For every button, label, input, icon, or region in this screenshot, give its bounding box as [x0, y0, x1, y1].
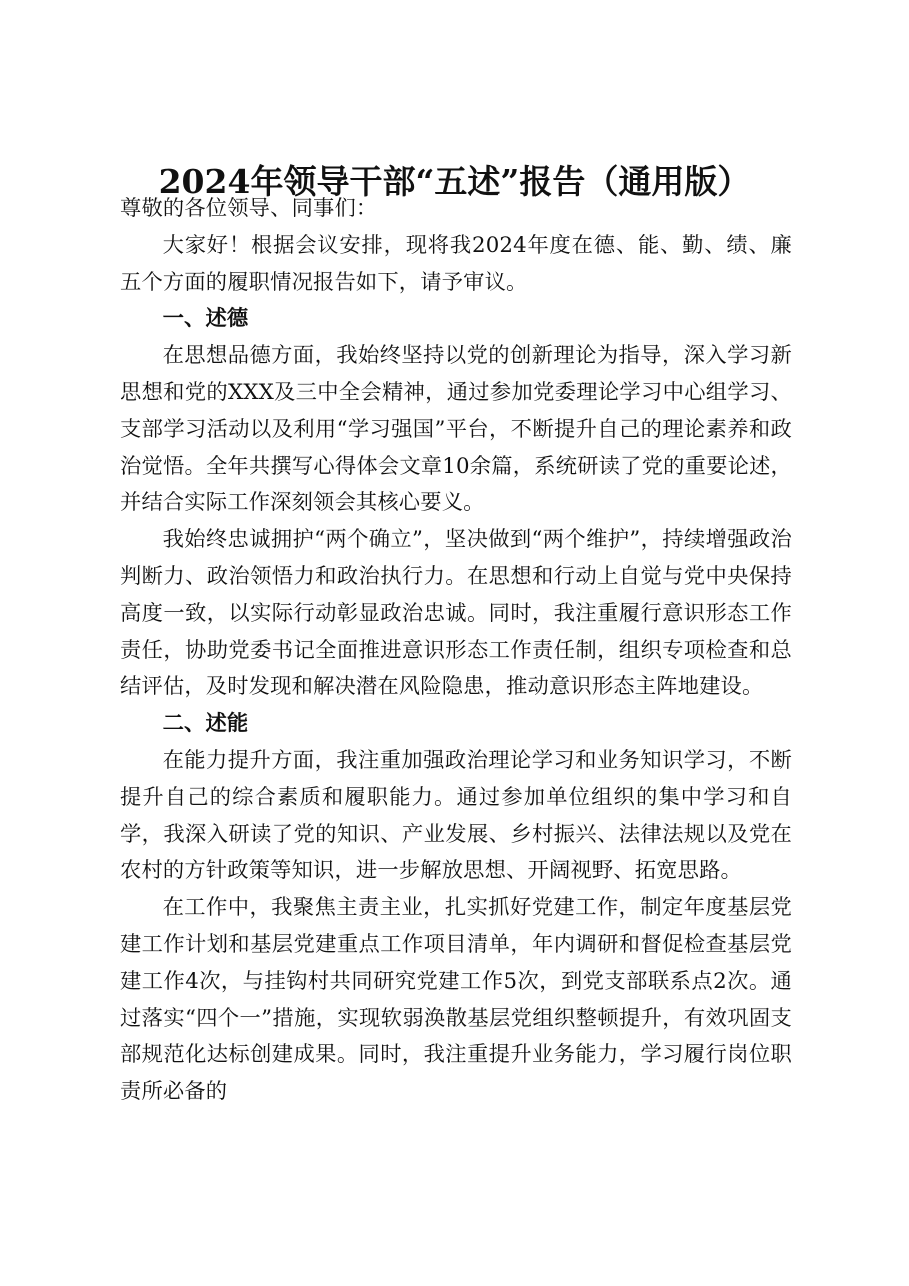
document-body	[120, 191, 792, 1111]
paragraph-opening: 大家好！根据会议安排，现将我2024年度在德、能、勤、绩、廉五个方面的履职情况报告如下，请予审议。	[120, 232, 792, 295]
paragraph-ability-1: 在能力提升方面，我注重加强政治理论学习和业务知识学习，不断提升自己的综合素质和履职能力。通过参加单位组织的集中学习和自学，我深入研读了党的知识、产业发展、乡村振兴、法律法规以及党在农村的方针政策等知识，进一步解放思想、开阔视野、拓宽思路。	[120, 747, 792, 884]
document-title: 2024年领导干部“五述”报告（通用版）	[158, 162, 751, 201]
paragraph-ability-2: 在工作中，我聚焦主责主业，扎实抓好党建工作，制定年度基层党建工作计划和基层党建重点工作项目清单，年内调研和督促检查基层党建工作4次，与挂钩村共同研究党建工作5次，到党支部联系点2次。通过落实“四个一”措施，实现软弱涣散基层党组织整顿提升，有效巩固支部规范化达标创建成果。同时，我注重提升业务能力，学习履行岗位职责所必备的	[120, 895, 792, 1105]
section-heading-ability: 二、述能	[162, 711, 249, 737]
salutation: 尊敬的各位领导、同事们：	[120, 196, 378, 221]
section-heading-morality: 一、述德	[162, 306, 249, 332]
paragraph-morality-1: 在思想品德方面，我始终坚持以党的创新理论为指导，深入学习新思想和党的XXX及三中全会精神，通过参加党委理论学习中心组学习、支部学习活动以及利用“学习强国”平台，不断提升自己的理论素养和政治觉悟。全年共撰写心得体会文章10余篇，系统研读了党的重要论述，并结合实际工作深刻领会其核心要义。	[120, 343, 792, 516]
paragraph-morality-2: 我始终忠诚拥护“两个确立”，坚决做到“两个维护”，持续增强政治判断力、政治领悟力和政治执行力。在思想和行动上自觉与党中央保持高度一致，以实际行动彰显政治忠诚。同时，我注重履行意识形态工作责任，协助党委书记全面推进意识形态工作责任制，组织专项检查和总结评估，及时发现和解决潜在风险隐患，推动意识形态主阵地建设。	[120, 527, 792, 700]
